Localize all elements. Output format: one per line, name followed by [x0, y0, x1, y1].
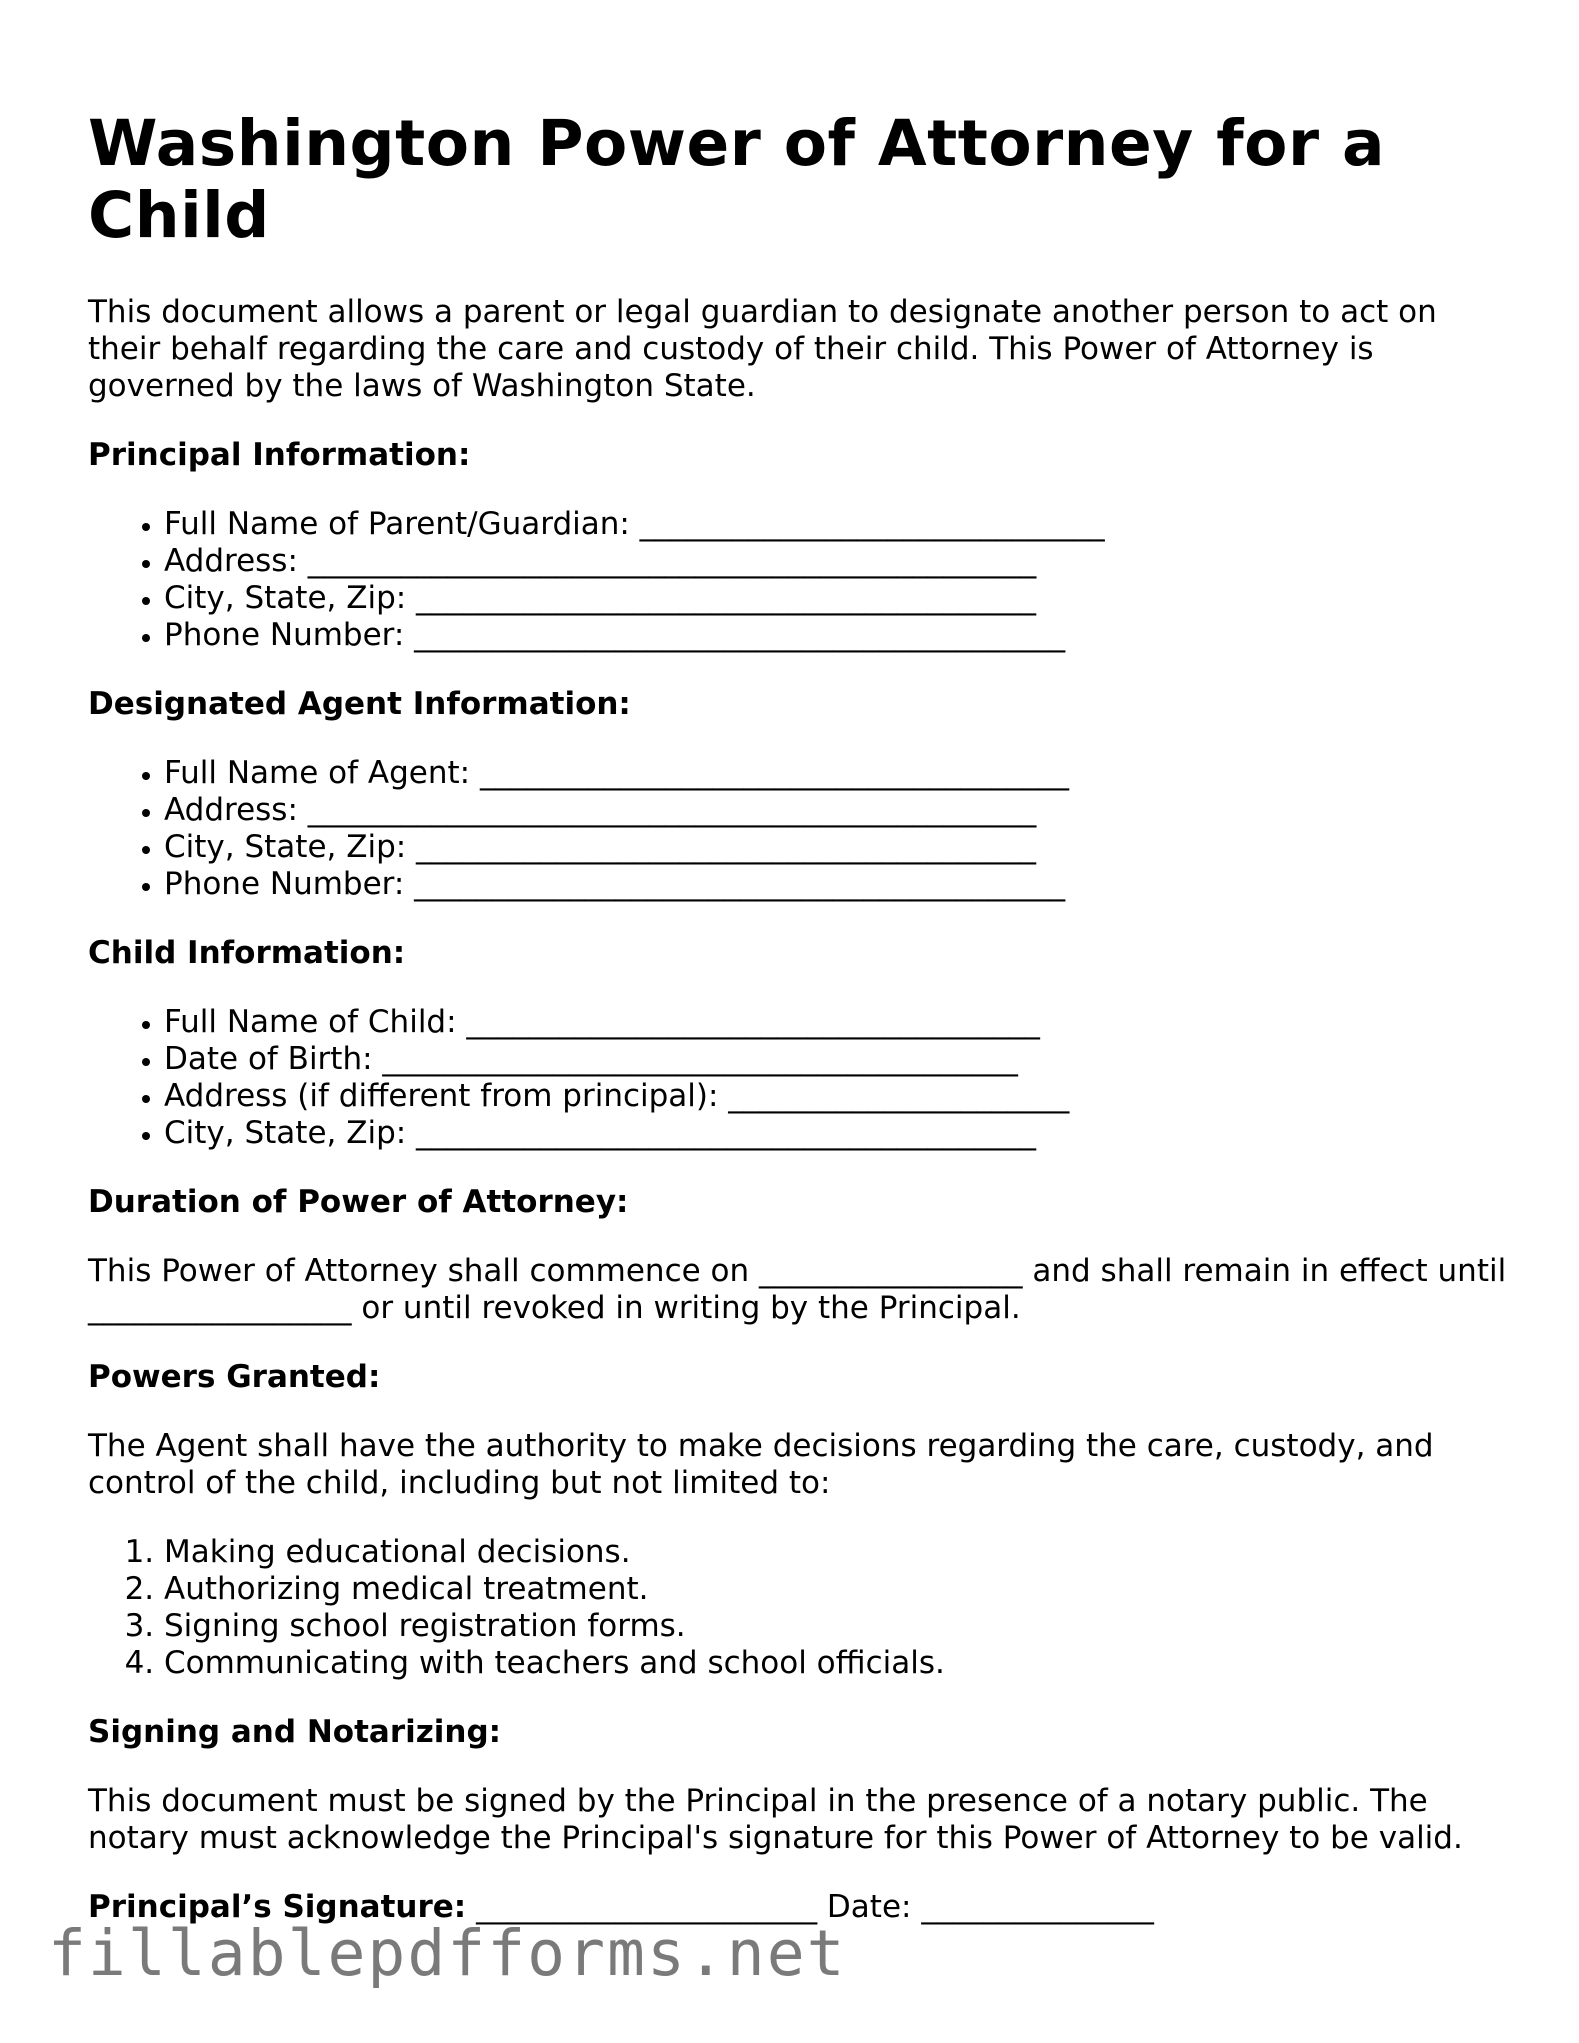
- document-page: [88, 108, 1508, 1926]
- principal-city-field[interactable]: • City, State, Zip: ________________________________________: [164, 580, 1508, 617]
- child-city-field[interactable]: • City, State, Zip: ________________________________________: [164, 1115, 1508, 1152]
- principal-phone-field[interactable]: • Phone Number: __________________________________________: [164, 617, 1508, 654]
- principal-heading: Principal Information:: [88, 437, 471, 473]
- date-label: Date:: [826, 1889, 912, 1925]
- principal-address-field[interactable]: • Address: _______________________________________________: [164, 543, 1508, 580]
- powers-heading: Powers Granted:: [88, 1359, 381, 1395]
- agent-address-field[interactable]: • Address: _______________________________________________: [164, 792, 1508, 829]
- signature-field[interactable]: ______________________: [476, 1889, 818, 1925]
- principal-list: [88, 506, 1508, 654]
- intro-paragraph: This document allows a parent or legal guardian to designate another person to act on their behalf regarding the care and custody of their child. This Power of Attorney is governed by the laws of Washington State.: [88, 294, 1437, 404]
- date-field[interactable]: _______________: [921, 1889, 1154, 1925]
- powers-list: [88, 1534, 1508, 1682]
- duration-text[interactable]: This Power of Attorney shall commence on _________________ and shall remain in effect until _________________ or until revoked in writing by the Principal.: [88, 1253, 1507, 1326]
- power-item: 3. Signing school registration forms.: [164, 1608, 1508, 1645]
- agent-phone-field[interactable]: • Phone Number: __________________________________________: [164, 866, 1508, 903]
- signing-heading: Signing and Notarizing:: [88, 1714, 502, 1750]
- signing-text: This document must be signed by the Principal in the presence of a notary public. The notary must acknowledge the Principal's signature for this Power of Attorney to be valid.: [88, 1783, 1463, 1856]
- watermark: fillablepdfforms.net: [48, 1917, 847, 1990]
- child-address-field[interactable]: • Address (if different from principal): ______________________: [164, 1078, 1508, 1115]
- power-item: 4. Communicating with teachers and school officials.: [164, 1645, 1508, 1682]
- signature-label: Principal’s Signature:: [88, 1889, 467, 1925]
- agent-heading: Designated Agent Information:: [88, 686, 631, 722]
- power-item: 2. Authorizing medical treatment.: [164, 1571, 1508, 1608]
- agent-name-field[interactable]: • Full Name of Agent: ______________________________________: [164, 755, 1508, 792]
- child-dob-field[interactable]: • Date of Birth: _________________________________________: [164, 1041, 1508, 1078]
- child-name-field[interactable]: • Full Name of Child: _____________________________________: [164, 1004, 1508, 1041]
- child-heading: Child Information:: [88, 935, 406, 971]
- power-item: 1. Making educational decisions.: [164, 1534, 1508, 1571]
- child-list: [88, 1004, 1508, 1152]
- powers-text: The Agent shall have the authority to make decisions regarding the care, custody, and control of the child, including but not limited to:: [88, 1428, 1434, 1501]
- agent-list: [88, 755, 1508, 903]
- agent-city-field[interactable]: • City, State, Zip: ________________________________________: [164, 829, 1508, 866]
- principal-name-field[interactable]: • Full Name of Parent/Guardian: ______________________________: [164, 506, 1508, 543]
- duration-heading: Duration of Power of Attorney:: [88, 1184, 629, 1220]
- document-title: Washington Power of Attorney for a Child: [88, 107, 1385, 252]
